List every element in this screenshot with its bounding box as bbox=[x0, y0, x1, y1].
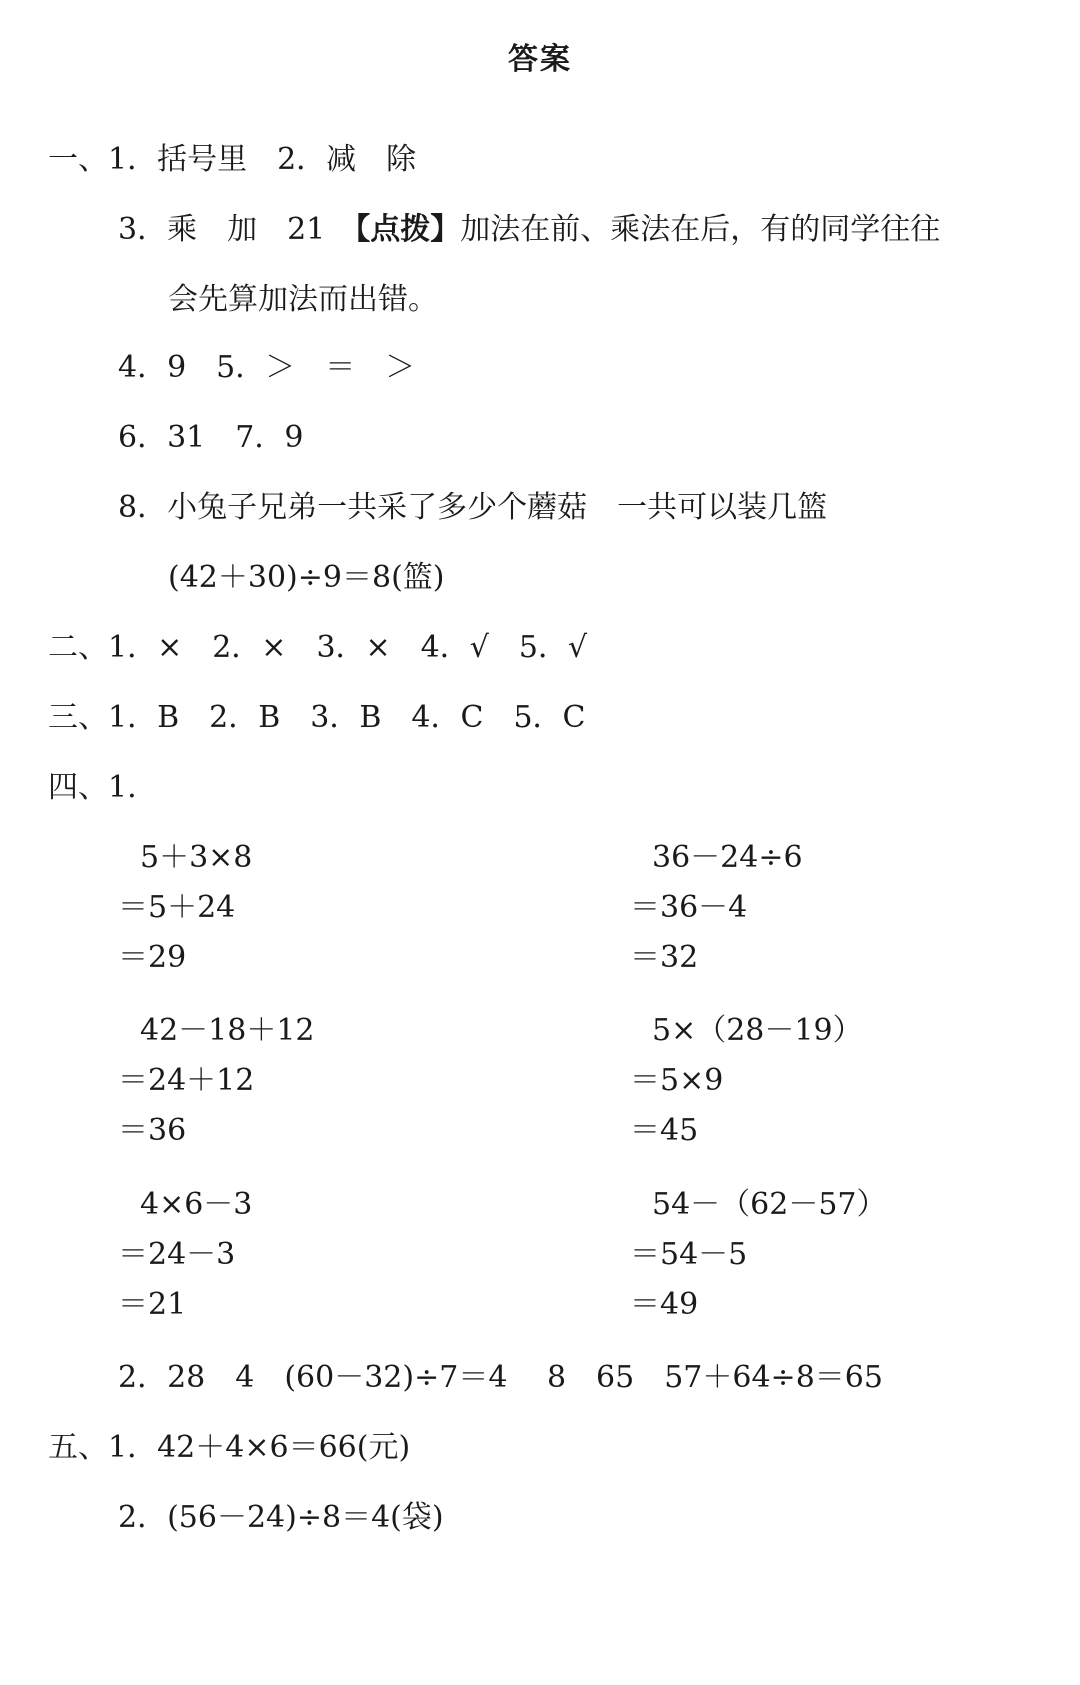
calc-expression: 36－24÷6 bbox=[652, 840, 803, 875]
section-5-line-1: 五、1．42＋4×6＝66(元) bbox=[48, 1430, 411, 1465]
calc-step: ＝5×9 bbox=[630, 1063, 724, 1098]
section-5-line-2: 2．(56－24)÷8＝4(袋) bbox=[118, 1500, 444, 1535]
calc-result: ＝36 bbox=[118, 1113, 187, 1148]
calc-step: ＝24＋12 bbox=[118, 1063, 255, 1098]
calc-result: ＝29 bbox=[118, 940, 187, 975]
page-title: 答案 bbox=[508, 42, 572, 77]
section-1-line-5: 6．31 7．9 bbox=[118, 420, 304, 455]
section-4-line-2: 2．28 4 (60－32)÷7＝4 8 65 57＋64÷8＝65 bbox=[118, 1360, 883, 1395]
hint-text: 加法在前、乘法在后，有的同学往往 bbox=[460, 212, 941, 247]
section-1-line-1: 一、1．括号里 2．减 除 bbox=[48, 142, 417, 177]
calc-step: ＝54－5 bbox=[630, 1237, 748, 1272]
calc-result: ＝45 bbox=[630, 1113, 699, 1148]
calc-expression: 5＋3×8 bbox=[140, 840, 253, 875]
calc-result: ＝32 bbox=[630, 940, 699, 975]
calc-step: ＝36－4 bbox=[630, 890, 748, 925]
section-1-line-4: 4．9 5．＞ ＝ ＞ bbox=[118, 350, 416, 385]
section-1-line-3: 会先算加法而出错。 bbox=[168, 282, 438, 317]
calc-result: ＝21 bbox=[118, 1287, 187, 1322]
section-1-line-6: 8．小兔子兄弟一共采了多少个蘑菇 一共可以装几篮 bbox=[118, 490, 828, 525]
section-1-line-2 bbox=[118, 212, 940, 248]
section-4-line-1: 四、1. bbox=[48, 770, 137, 805]
calc-step: ＝24－3 bbox=[118, 1237, 236, 1272]
section-1-line-7: (42＋30)÷9＝8(篮) bbox=[168, 560, 445, 595]
calc-result: ＝49 bbox=[630, 1287, 699, 1322]
answer-3: 3．乘 加 21 bbox=[118, 212, 356, 247]
section-3-line-1: 三、1．B 2．B 3．B 4．C 5．C bbox=[48, 700, 586, 735]
section-2-line-1: 二、1．× 2．× 3．× 4．√ 5．√ bbox=[48, 630, 588, 665]
calc-expression: 54－（62－57） bbox=[652, 1187, 887, 1222]
calc-expression: 4×6－3 bbox=[140, 1187, 253, 1222]
calc-step: ＝5＋24 bbox=[118, 890, 236, 925]
calc-expression: 42－18＋12 bbox=[140, 1013, 315, 1048]
hint-label: 【点拨】 bbox=[355, 212, 461, 247]
calc-expression: 5×（28－19） bbox=[652, 1013, 863, 1048]
